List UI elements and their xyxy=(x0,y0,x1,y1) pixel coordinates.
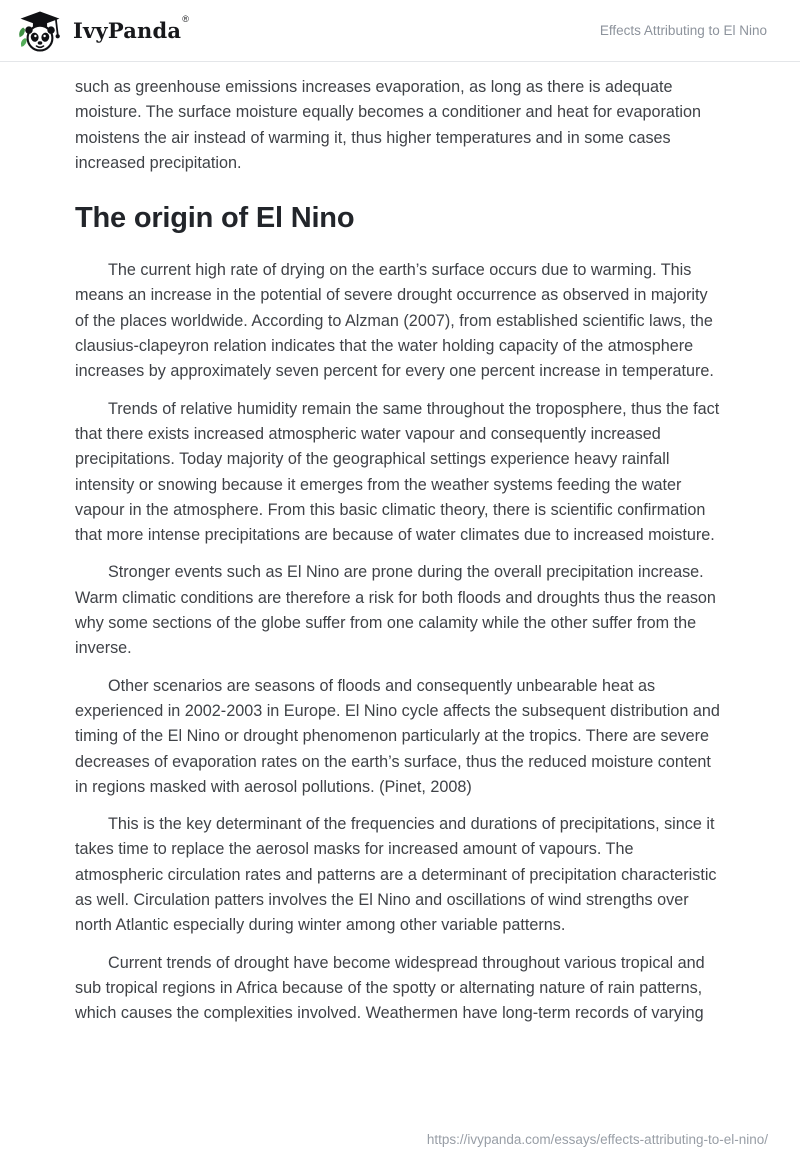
article-content xyxy=(0,62,800,1027)
registered-trademark-mark: ® xyxy=(182,14,190,24)
brand xyxy=(16,8,189,54)
page-header xyxy=(0,0,800,62)
body-paragraph: This is the key determinant of the frequencies and durations of precipitations, since it takes time to replace the aerosol masks for increased amount of vapours. The atmospheric circulation rates and patterns are a determinant of precipitation characteristic as well. Circulation patters involves the El Nino and oscillations of wind strengths over north Atlantic especially during winter among other variable patterns. xyxy=(75,815,717,935)
source-url: https://ivypanda.com/essays/effects-attributing-to-el-nino/ xyxy=(426,1132,768,1147)
body-paragraph: The current high rate of drying on the earth’s surface occurs due to warming. This means an increase in the potential of severe drought occurrence as observed in majority of the places worldwide. According to Alzman (2007), from established scientific laws, the clausius-clapeyron relation indicates that the water holding capacity of the atmosphere increases by approximately seven percent for every one percent increase in temperature. xyxy=(75,261,714,381)
brand-wordmark: IvyPanda xyxy=(73,18,182,43)
body-paragraph: such as greenhouse emissions increases evaporation, as long as there is adequate moisture. The surface moisture equally becomes a conditioner and heat for evaporation moistens the air instead of warming it, thus higher temperatures and in some cases increased precipitation. xyxy=(75,78,701,172)
body-paragraph: Other scenarios are seasons of floods and consequently unbearable heat as experienced in 2002-2003 in Europe. El Nino cycle affects the subsequent distribution and timing of the El Nino or drought phenomenon particularly at the tropics. There are severe decreases of evaporation rates on the earth’s surface, thus the reduced moisture content in regions masked with aerosol pollutions. (Pinet, 2008) xyxy=(75,676,720,796)
body-paragraph: Current trends of drought have become widespread throughout various tropical and sub tropical regions in Africa because of the spotty or alternating nature of rain patterns, which causes the complexities involved. Weathermen have long-term records of varying xyxy=(75,953,705,1023)
ivypanda-panda-logo-icon xyxy=(16,8,64,54)
page-footer xyxy=(427,1132,768,1147)
body-paragraph: Trends of relative humidity remain the same throughout the troposphere, thus the fact that there exists increased atmospheric water vapour and consequently increased precipitations. Today majority of the geographical settings experience heavy rainfall intensity or snowing because it emerges from the weather systems feeding the water vapour in the atmosphere. From this basic climatic theory, there is scientific confirmation that more intense precipitations are because of water climates due to increased moisture. xyxy=(75,399,720,545)
document-title: Effects Attributing to El Nino xyxy=(599,23,767,38)
body-paragraph: Stronger events such as El Nino are prone during the overall precipitation increase. Warm climatic conditions are therefore a risk for both floods and droughts thus the reason why some sections of the globe suffer from one calamity while the other suffer from the inverse. xyxy=(75,563,716,658)
brand-name xyxy=(73,14,190,43)
section-heading: The origin of El Nino xyxy=(75,202,355,235)
